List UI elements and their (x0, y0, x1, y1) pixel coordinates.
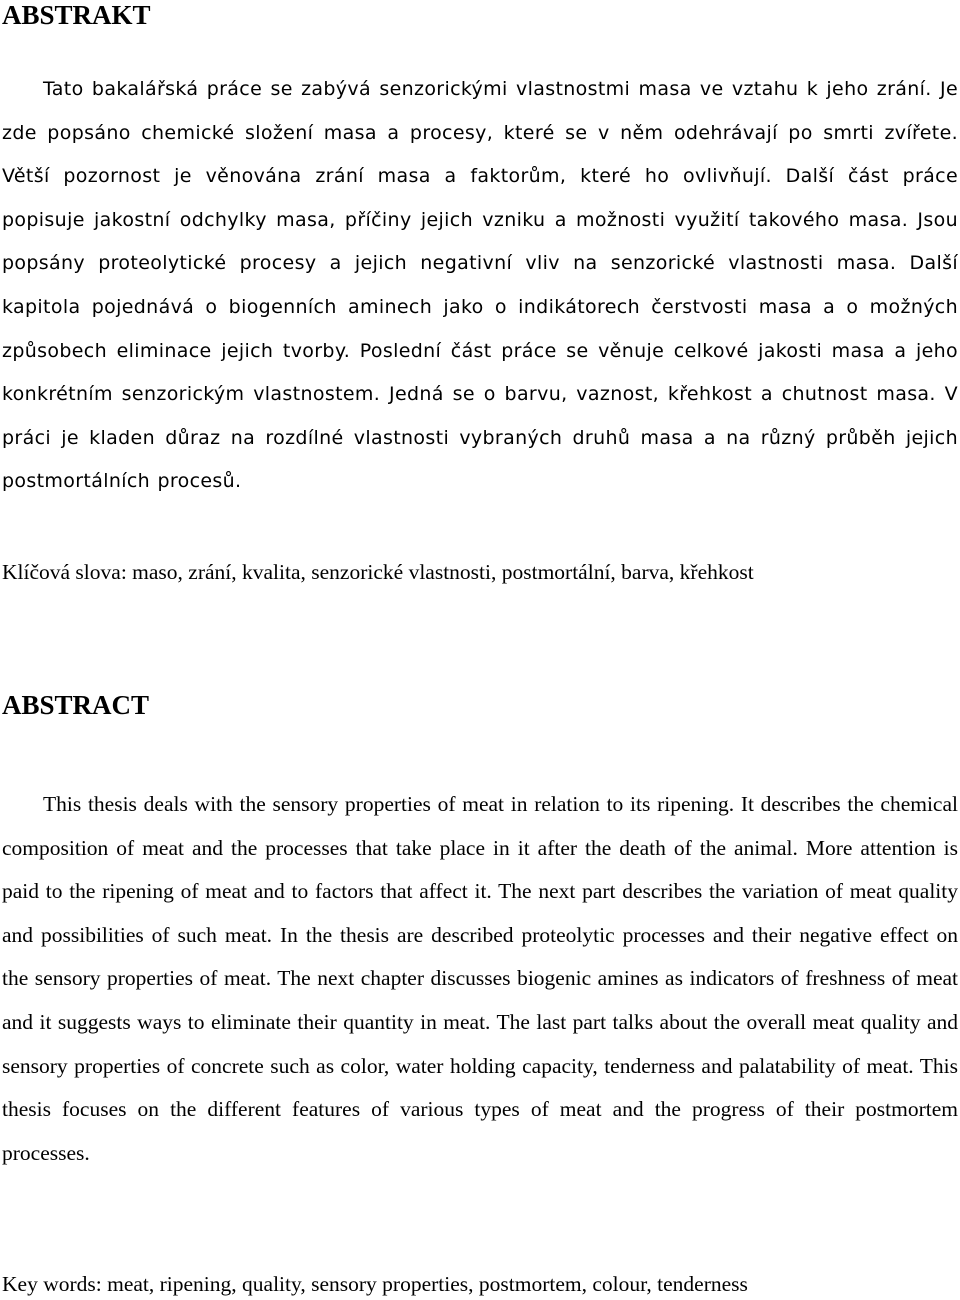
czech-abstract-heading: ABSTRAKT (2, 0, 151, 30)
english-keywords: Key words: meat, ripening, quality, sensory properties, postmortem, colour, tenderness (2, 1272, 748, 1296)
czech-keywords: Klíčová slova: maso, zrání, kvalita, senzorické vlastnosti, postmortální, barva, křehkost (2, 560, 754, 584)
english-abstract-paragraph: This thesis deals with the sensory properties of meat in relation to its ripening. It describes the chemical composition of meat and the processes that take place in it after the death of the animal. More attention is paid to the ripening of meat and to factors that affect it. The next part describes the variation of meat quality and possibilities of such meat. In the thesis are described proteolytic processes and their negative effect on the sensory properties of meat. The next chapter discusses biogenic amines as indicators of freshness of meat and it suggests ways to eliminate their quantity in meat. The last part talks about the overall meat quality and sensory properties of concrete such as color, water holding capacity, tenderness and palatability of meat. This thesis focuses on the different features of various types of meat and the progress of their postmortem processes. (2, 792, 958, 1165)
english-abstract-heading: ABSTRACT (2, 690, 150, 720)
czech-abstract-paragraph: Tato bakalářská práce se zabývá senzorickými vlastnostmi masa ve vztahu k jeho zrání. Je zde popsáno chemické složení masa a procesy, které se v něm odehrávají po smrti zvířete. Větší pozornost je věnována zrání masa a faktorům, které ho ovlivňují. Další část práce popisuje jakostní odchylky masa, příčiny jejich vzniku a možnosti využití takového masa. Jsou popsány proteolytické procesy a jejich negativní vliv na senzorické vlastnosti masa. Další kapitola pojednává o biogenních aminech jako o indikátorech čerstvosti masa a o možných způsobech eliminace jejich tvorby. Poslední část práce se věnuje celkové jakosti masa a jeho konkrétním senzorickým vlastnostem. Jedná se o barvu, vaznost, křehkost a chutnost masa. V práci je kladen důraz na rozdílné vlastnosti vybraných druhů masa a na různý průběh jejich postmortálních procesů. (2, 78, 958, 493)
